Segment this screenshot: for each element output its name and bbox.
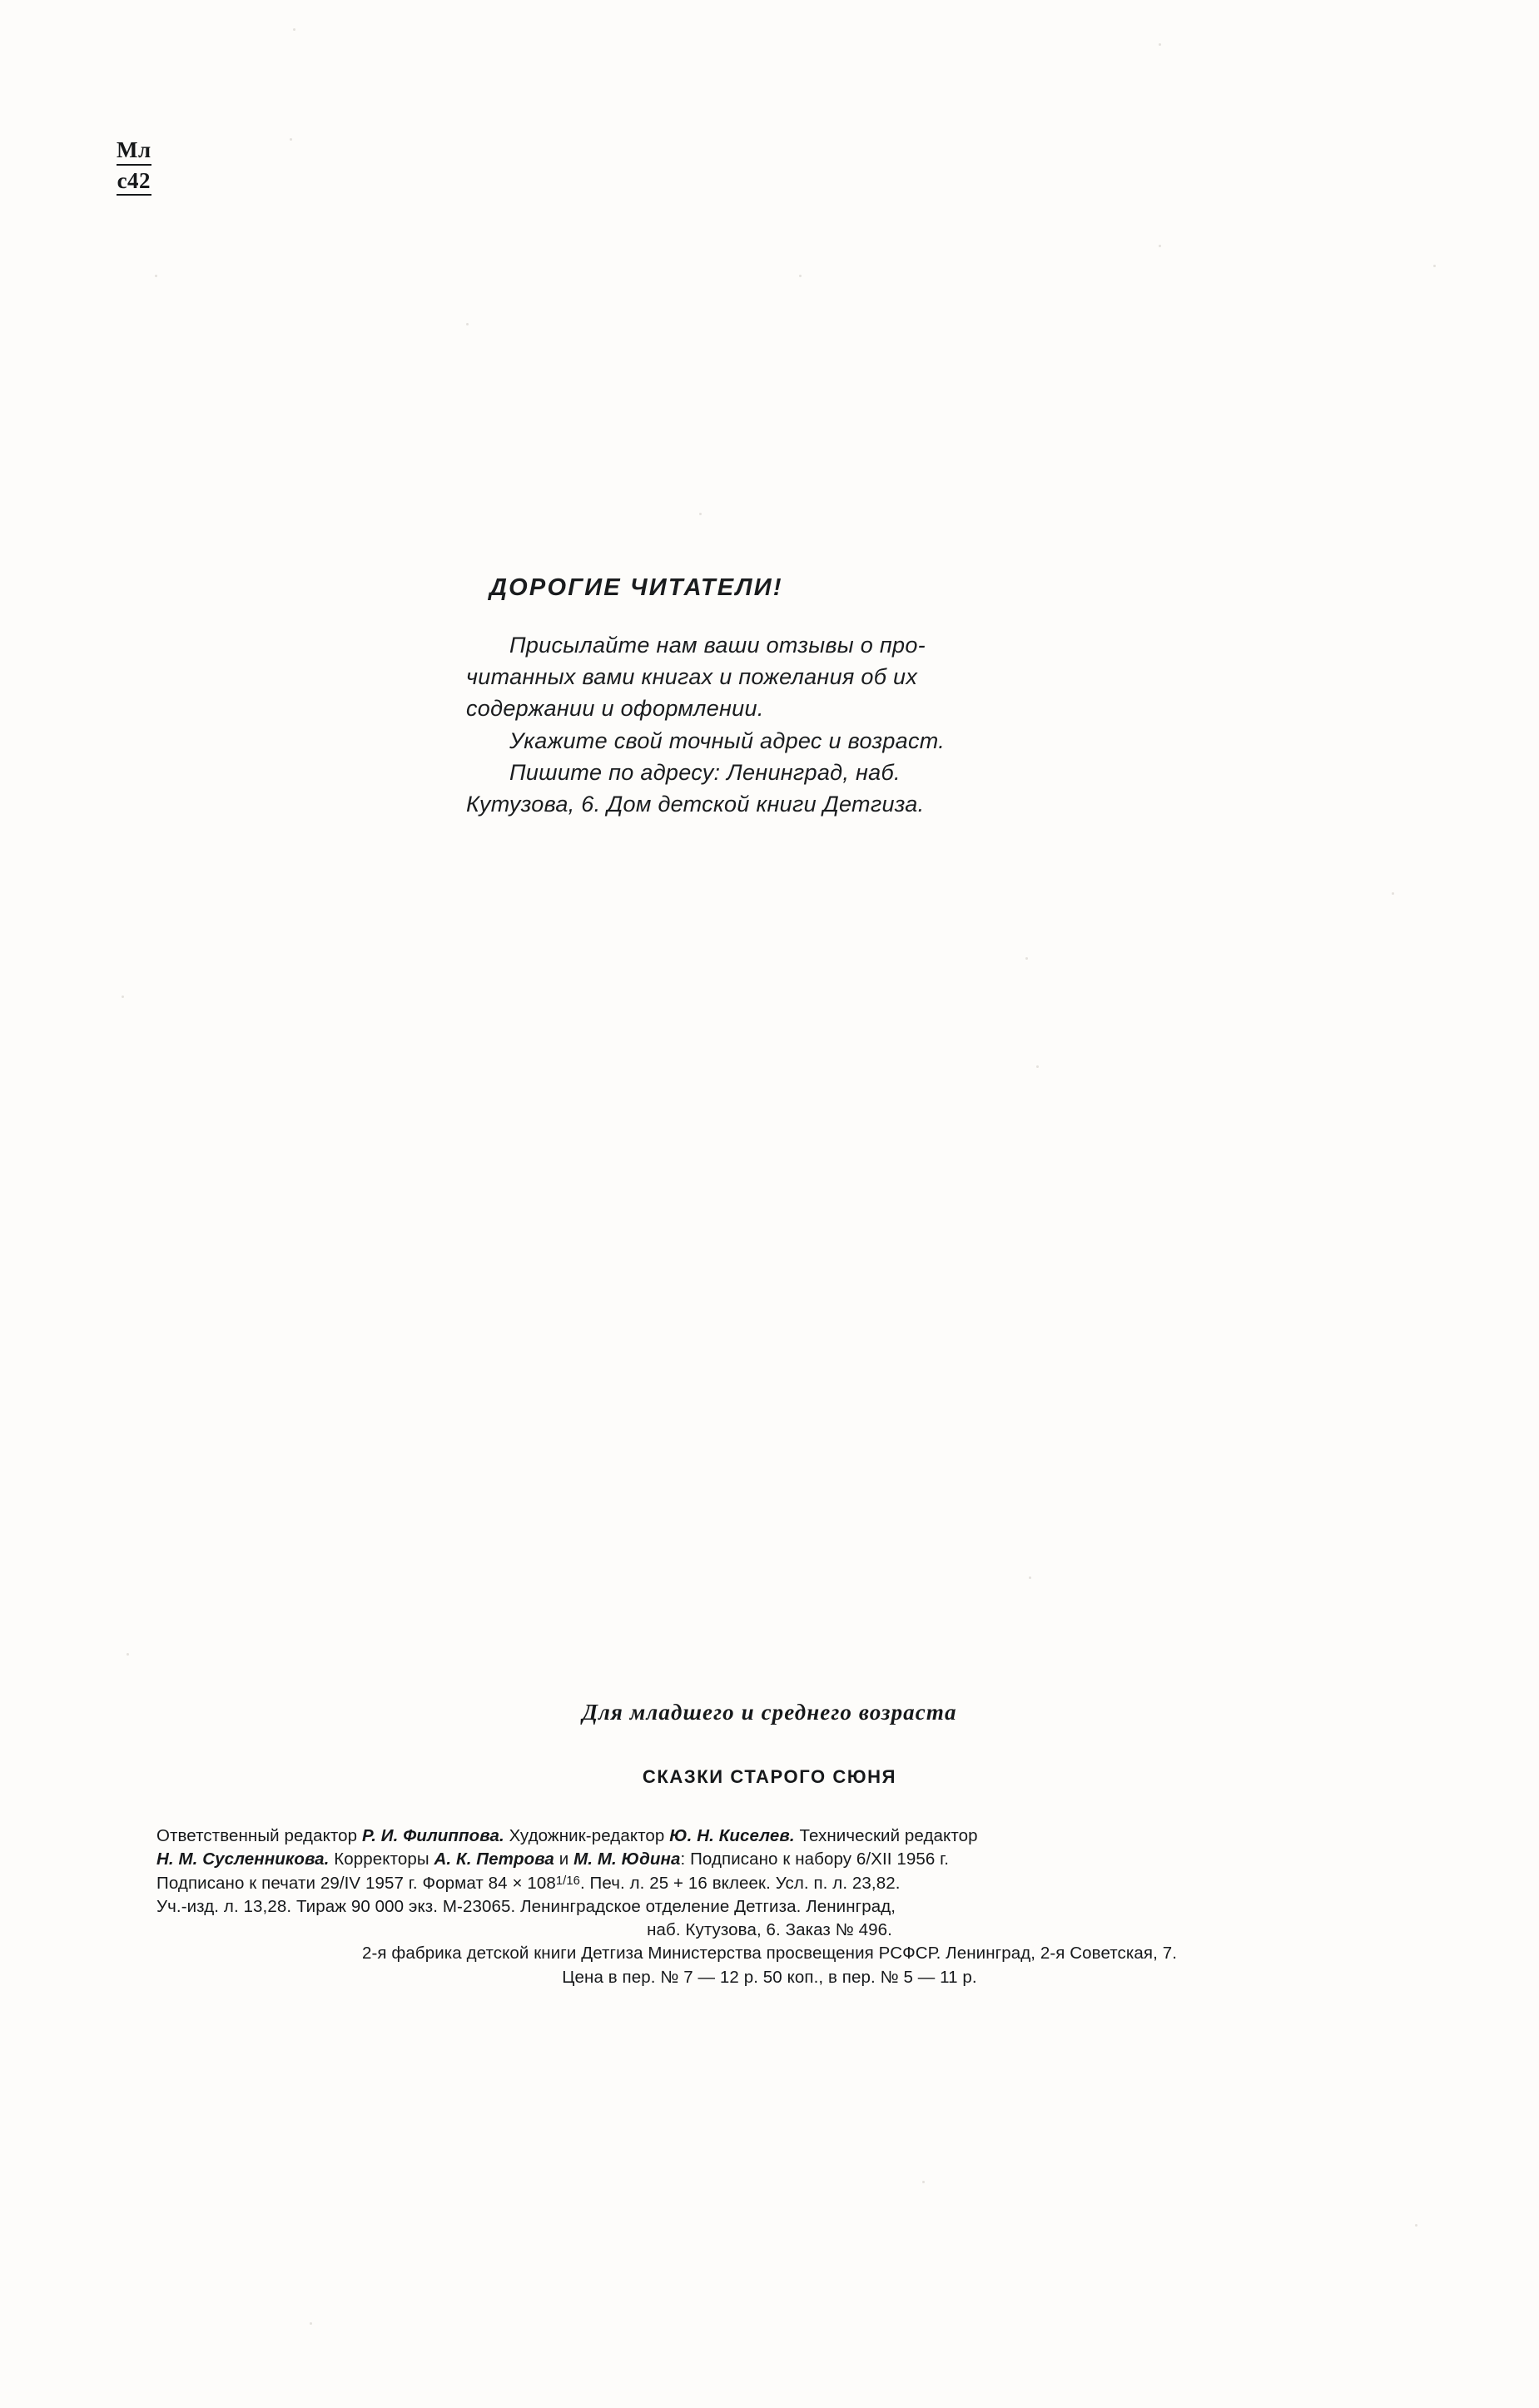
paper-speck xyxy=(155,275,157,277)
print-run: Тираж 90 000 экз. xyxy=(295,1896,439,1916)
paper-speck xyxy=(1159,43,1161,46)
printed-sheets: Печ. л. 25 + 16 вклеек. xyxy=(589,1873,771,1893)
paper-speck xyxy=(1159,245,1161,247)
imprint-block xyxy=(156,1825,1383,1989)
technical-editor-label: Технический редактор xyxy=(799,1826,978,1845)
imprint-line-printing-house xyxy=(156,1942,1383,1965)
paper-speck xyxy=(127,1653,129,1656)
paper-speck xyxy=(310,2322,312,2325)
age-audience-line: Для младшего и среднего возраста xyxy=(582,1700,957,1725)
paper-speck xyxy=(1415,2224,1417,2227)
imprint-line-publisher-address xyxy=(156,1919,1383,1942)
signed-for-print: Подписано к печати 29/IV 1957 г. xyxy=(156,1873,418,1893)
imprint-line-price xyxy=(156,1966,1383,1989)
order-code: М-23065. xyxy=(442,1896,516,1916)
paper-speck xyxy=(122,995,124,998)
appeal-line: Укажите свой точный адрес и возраст. xyxy=(509,727,946,753)
paper-speck xyxy=(293,28,295,31)
publisher-address: наб. Кутузова, 6. Заказ № 496. xyxy=(647,1920,892,1940)
printing-house: 2-я фабрика детской книги Детгиза Министерства просвещения РСФСР. Ленинград, 2-я Советская, 7. xyxy=(362,1944,1177,1964)
paper-speck xyxy=(1433,265,1436,267)
paper-speck xyxy=(922,2181,925,2183)
readers-appeal-block xyxy=(466,574,1065,821)
price: Цена в пер. № 7 — 12 р. 50 коп., в пер. № 5 — 11 р. xyxy=(562,1967,977,1987)
readers-appeal-body xyxy=(466,630,1065,819)
paper-speck xyxy=(1025,957,1028,960)
proofreader-name-1: А. К. Петрова xyxy=(434,1849,554,1869)
imprint-line-run-publisher xyxy=(156,1895,1383,1919)
format-label: Формат xyxy=(422,1873,484,1893)
format-fraction: 1/16 xyxy=(555,1874,580,1888)
technical-editor-name: Н. М. Сусленникова. xyxy=(156,1849,330,1869)
conditional-sheets: Усл. п. л. 23,82. xyxy=(775,1873,901,1893)
paper-speck xyxy=(699,513,702,515)
shelfmark-line-2: с42 xyxy=(117,168,151,196)
art-editor-label: Художник-редактор xyxy=(509,1826,665,1845)
shelfmark xyxy=(117,137,151,196)
appeal-line: содержании и оформлении. xyxy=(466,696,764,722)
art-editor-name: Ю. Н. Киселев. xyxy=(669,1826,795,1845)
signed-for-typesetting: Подписано к набору 6/XII 1956 г. xyxy=(690,1849,950,1869)
shelfmark-line-1: Мл xyxy=(117,137,151,166)
appeal-line: Пишите по адресу: Ленинград, наб. xyxy=(509,759,901,785)
paper-speck xyxy=(1392,892,1394,895)
publisher-name: Ленинградское отделение Детгиза. Ленинград, xyxy=(520,1896,896,1916)
proofreaders-conjunction: и xyxy=(559,1849,569,1869)
readers-appeal-title: ДОРОГИЕ ЧИТАТЕЛИ! xyxy=(489,574,783,601)
publishing-sheets: Уч.-изд. л. 13,28. xyxy=(156,1896,292,1916)
paper-speck xyxy=(1036,1065,1039,1068)
appeal-line: читанных вами книгах и пожелания об их xyxy=(466,664,918,690)
responsible-editor-label: Ответственный редактор xyxy=(156,1826,358,1845)
responsible-editor-name: Р. И. Филиппова. xyxy=(361,1826,504,1845)
appeal-line: Кутузова, 6. Дом детской книги Детгиза. xyxy=(466,791,925,817)
proofreader-name-2: М. М. Юдина xyxy=(573,1849,681,1869)
appeal-line: Присылайте нам ваши отзывы о про- xyxy=(509,633,926,658)
imprint-line-editors xyxy=(156,1825,1383,1848)
book-title: СКАЗКИ СТАРОГО СЮНЯ xyxy=(642,1766,897,1787)
paper-speck xyxy=(799,275,802,277)
imprint-line-tech-proofreaders: Н. М. Сусленникова. Корректоры А. К. Петрова и М. М. Юдина: Подписано к набору 6/XII 1956 г. xyxy=(156,1849,950,1869)
imprint-line-print-format: Подписано к печати 29/IV 1957 г. Формат $84 \times 108^{1/16}$. Печ. л. 25 + 16 вклеек. Усл. п. л. 23,82. xyxy=(156,1873,901,1893)
paper-speck xyxy=(466,323,469,325)
paper-speck xyxy=(1029,1576,1031,1579)
proofreaders-label: Корректоры xyxy=(334,1849,429,1869)
paper-speck xyxy=(290,138,292,141)
format-value: 84 × 108 xyxy=(488,1873,556,1893)
